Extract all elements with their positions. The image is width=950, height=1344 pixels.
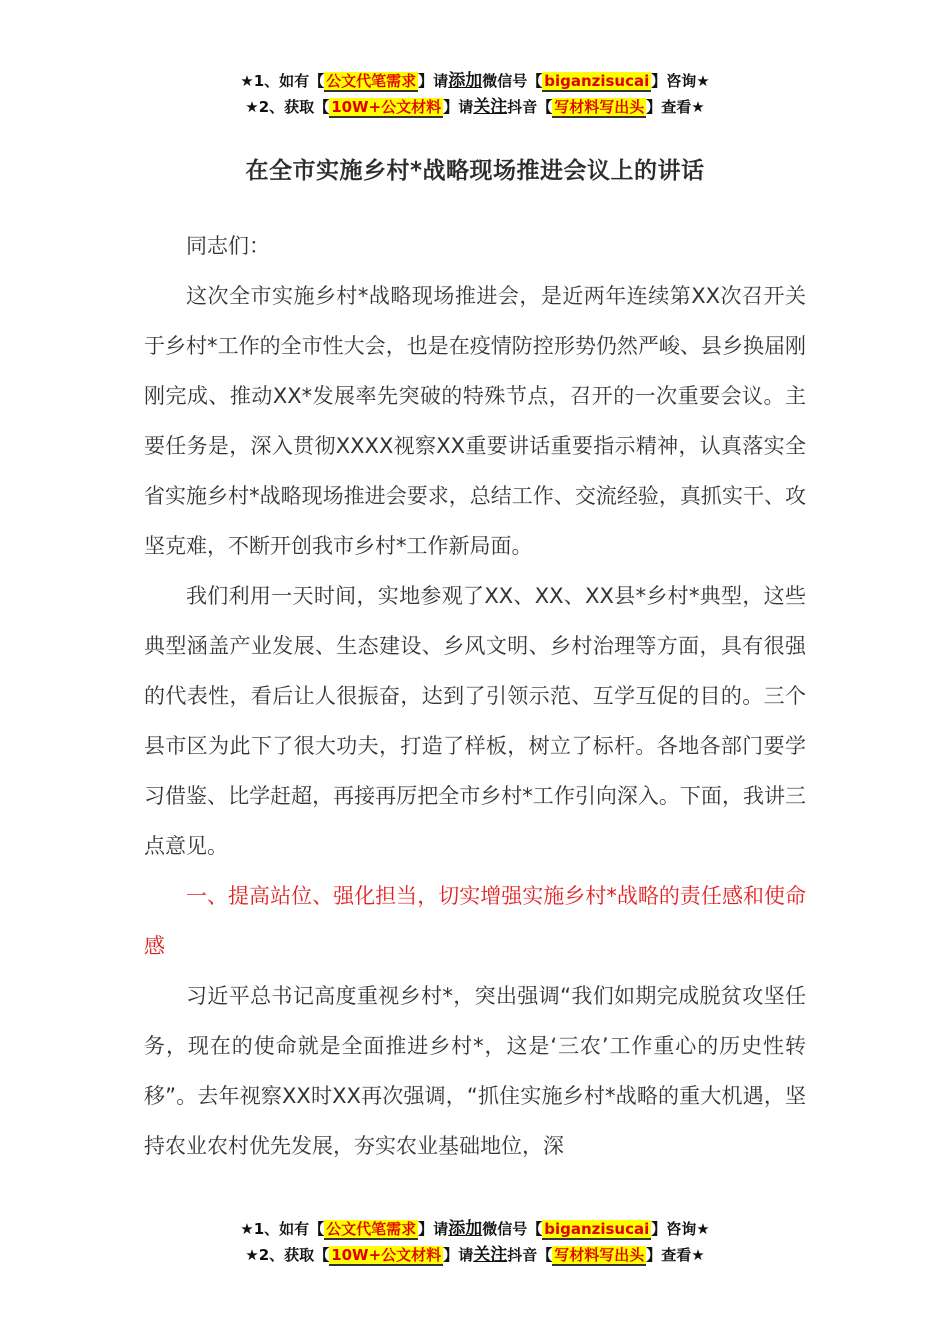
- salutation: 同志们：: [186, 234, 270, 258]
- document-title: 在全市实施乡村*战略现场推进会议上的讲话: [245, 158, 705, 184]
- banner-line-1: ★1、如有【 公文代笔需求 】请添加微信号【 biganzisucai 】咨询★: [240, 1219, 710, 1239]
- paragraph: 我们利用一天时间，实地参观了XX、XX、XX县*乡村*典型，这些典型涵盖产业发展、生态建设、乡风文明、乡村治理等方面，具有很强的代表性，看后让人很振奋，达到了引领示范、互学互促的目的。三个县市区为此下了很大功夫，打造了样板，树立了标杆。各地各部门要学习借鉴、比学赶超，再接再厉把全市乡村*工作引向深入。下面，我讲三点意见。: [144, 584, 806, 858]
- banner-highlight: 写材料写出头: [554, 1246, 645, 1264]
- banner-line-2: ★2、获取【 10W+公文材料 】请关注抖音【 写材料写出头 】查看★: [245, 97, 705, 117]
- banner-highlight: 公文代笔需求: [326, 1220, 417, 1238]
- banner-highlight: biganzisucai: [544, 72, 650, 90]
- document-body: [144, 221, 806, 1171]
- banner-highlight: 写材料写出头: [554, 98, 645, 116]
- footer-banner: [0, 1216, 950, 1268]
- banner-highlight: biganzisucai: [544, 1220, 650, 1238]
- paragraph: 这次全市实施乡村*战略现场推进会，是近两年连续第XX次召开关于乡村*工作的全市性大会，也是在疫情防控形势仍然严峻、县乡换届刚刚完成、推动XX*发展率先突破的特殊节点，召开的一次重要会议。主要任务是，深入贯彻XXXX视察XX重要讲话重要指示精神，认真落实全省实施乡村*战略现场推进会要求，总结工作、交流经验，真抓实干、攻坚克难，不断开创我市乡村*工作新局面。: [144, 284, 806, 558]
- paragraph: 习近平总书记高度重视乡村*，突出强调“我们如期完成脱贫攻坚任务，现在的使命就是全面推进乡村*，这是‘三农’工作重心的历史性转移”。去年视察XX时XX再次强调，“抓住实施乡村*战略的重大机遇，坚持农业农村优先发展，夯实农业基础地位，深: [144, 984, 806, 1158]
- banner-highlight: 公文代笔需求: [326, 72, 417, 90]
- banner-highlight: 10W+公文材料: [331, 98, 442, 116]
- section-heading: 一、提高站位、强化担当，切实增强实施乡村*战略的责任感和使命感: [144, 884, 806, 958]
- header-banner: [0, 68, 950, 120]
- banner-line-1: ★1、如有【 公文代笔需求 】请添加微信号【 biganzisucai 】咨询★: [240, 71, 710, 91]
- banner-highlight: 10W+公文材料: [331, 1246, 442, 1264]
- banner-line-2: ★2、获取【 10W+公文材料 】请关注抖音【 写材料写出头 】查看★: [245, 1245, 705, 1265]
